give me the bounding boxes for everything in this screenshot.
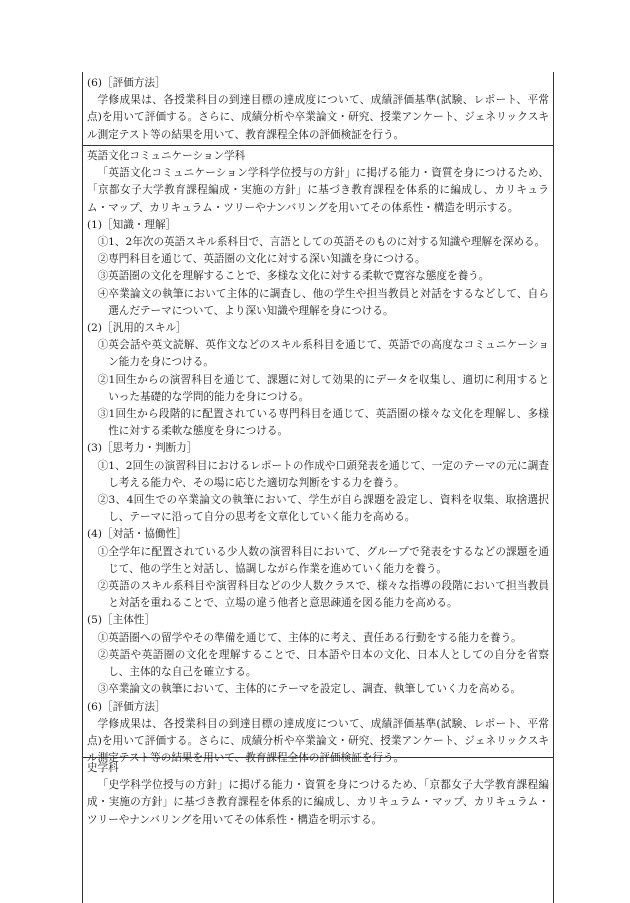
department-title: 英語文化コミュニケーション学科 xyxy=(87,150,246,162)
department-title: 史学科 xyxy=(87,762,119,774)
list-item: ③1回生から段階的に配置されている専門科目を通じて、英語圏の様々な文化を理解し、多様性に対する柔軟な態度を身につける。 xyxy=(97,408,549,438)
department-intro: 「史学科学位授与の方針」に掲げる能力・資質を身につけるため、「京都女子大学教育課程編成・実施の方針」に基づき教育課程を体系的に編成し、カリキュラム・マップ、カリキュラム・ツリーやナンバリングを用いてその体系性・構造を明示する。 xyxy=(87,779,549,826)
list-item: ①英語圏への留学やその準備を通じて、主体的に考え、責任ある行動をする能力を養う。 xyxy=(97,631,522,644)
section-heading: (5)［主体性］ xyxy=(87,614,155,627)
list-item: ④卒業論文の執筆において主体的に調査し、他の学生や担当教員と対話をするなどして、自ら選んだテーマについて、より深い知識や理解を身につける。 xyxy=(97,287,549,317)
section-heading: (4)［対話・協働性］ xyxy=(87,528,187,541)
section-heading: (6)［評価方法］ xyxy=(87,700,166,713)
list-item: ③英語圏の文化を理解することで、多様な文化に対する柔軟で寛容な態度を養う。 xyxy=(97,270,490,283)
list-item: ②3、4回生での卒業論文の執筆において、学生が自ら課題を設定し、資料を収集、取捨選択し、テーマに沿って自分の思考を文章化していく能力を高める。 xyxy=(97,494,549,524)
top-evaluation-block xyxy=(82,75,554,144)
section-heading: (6)［評価方法］ xyxy=(87,77,166,89)
section-heading: (1)［知識・理解］ xyxy=(87,218,177,231)
list-item: ③卒業論文の執筆において、主体的にテーマを設定し、調査、執筆していく力を高める。 xyxy=(97,683,522,696)
list-item: ①1、2年次の英語スキル系科目で、言語としての英語そのものに対する知識や理解を深める。 xyxy=(97,236,546,249)
section-heading: (3)［思考力・判断力］ xyxy=(87,442,198,455)
divider xyxy=(82,757,554,758)
section-heading: (2)［汎用的スキル］ xyxy=(87,322,187,335)
list-item: ①1、2回生の演習科目におけるレポートの作成や口頭発表を通じて、一定のテーマの元に調査し考える能力や、その場に応じた適切な判断をする力を養う。 xyxy=(97,459,549,489)
list-item: ②英語や英語圏の文化を理解することで、日本語や日本の文化、日本人としての自分を省察し、主体的な自己を確立する。 xyxy=(97,648,549,679)
history-department-block xyxy=(82,760,554,829)
english-department-block xyxy=(82,148,554,767)
list-item: ②専門科目を通じて、英語圏の文化に対する深い知識を身につける。 xyxy=(97,253,426,266)
department-intro: 「英語文化コミュニケーション学科学位授与の方針」に掲げる能力・資質を身につけるため、「京都女子大学教育課程編成・実施の方針」に基づき教育課程を体系的に編成し、カリキュラム・マップ、カリキュラム・ツリーやナンバリングを用いてその体系性・構造を明示する。 xyxy=(87,167,549,214)
list-item: ①全学年に配置されている少人数の演習科目において、グループで発表をするなどの課題を通じて、他の学生と対話し、協調しながら作業を進めていく能力を養う。 xyxy=(97,545,549,575)
list-item: ②1回生からの演習科目を通じて、課題に対して効果的にデータを収集し、適切に利用するといった基礎的な学問的能力を身につける。 xyxy=(97,373,549,403)
divider xyxy=(82,145,554,146)
section-body: 学修成果は、各授業科目の到達目標の達成度について、成績評価基準(試験、レポート、平常点)を用いて評価する。さらに、成績分析や卒業論文・研究、授業アンケート、ジェネリックスキル測定テスト等の結果を用いて、教育課程全体の評価検証を行う。 xyxy=(87,94,549,141)
list-item: ②英語のスキル系科目や演習科目などの少人数クラスで、様々な指導の段階において担当教員と対話を重ねることで、立場の違う他者と意思疎通を図る能力を高める。 xyxy=(97,580,549,610)
section-body: 学修成果は、各授業科目の到達目標の達成度について、成績評価基準(試験、レポート、平常点)を用いて評価する。さらに、成績分析や卒業論文・研究、授業アンケート、ジェネリックスキル測定テスト等の結果を用いて、教育課程全体の評価検証を行う。 xyxy=(87,717,549,765)
list-item: ①英会話や英文読解、英作文などのスキル系科目を通じて、英語での高度なコミュニケーション能力を身につける。 xyxy=(97,339,549,369)
